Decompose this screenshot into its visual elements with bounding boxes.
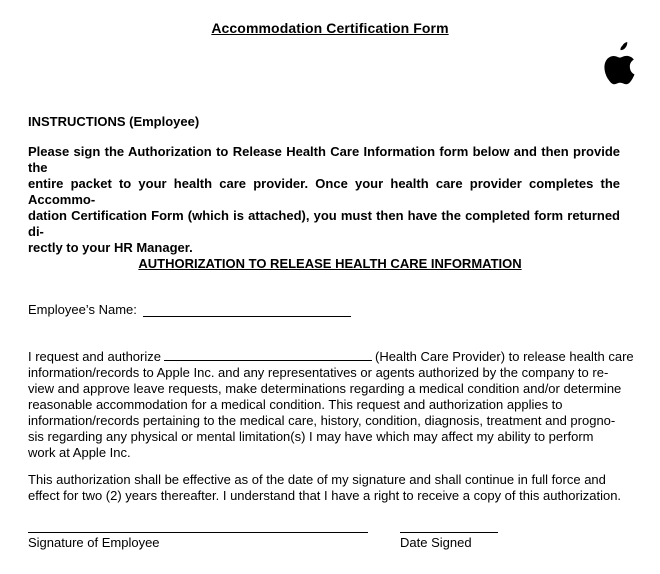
date-signed-field[interactable] — [400, 532, 498, 533]
instructions-line: dation Certification Form (which is attached), you must then have the completed form returned di- — [28, 208, 620, 239]
authorization-paragraph — [28, 348, 634, 461]
instructions-line: Please sign the Authorization to Release Health Care Information form below and then provide the — [28, 144, 620, 175]
signature-label: Signature of Employee — [28, 535, 160, 550]
page-title: Accommodation Certification Form — [211, 20, 449, 36]
instructions-line: rectly to your HR Manager. — [28, 240, 193, 255]
apple-logo-icon — [600, 42, 638, 88]
instructions-heading: INSTRUCTIONS (Employee) — [28, 114, 200, 129]
effective-paragraph — [28, 472, 632, 504]
employee-name-label: Employee’s Name: — [28, 302, 137, 317]
date-signed-label: Date Signed — [400, 535, 472, 550]
authorization-line: information/records pertaining to the medical care, history, condition, diagnosis, treatment and progno- — [28, 413, 616, 428]
employee-name-field[interactable] — [143, 304, 351, 317]
authorization-line1-before: I request and authorize — [28, 349, 161, 364]
authorization-line — [28, 348, 634, 365]
authorization-line: sis regarding any physical or mental limitation(s) I may have which may affect my ability to perform — [28, 429, 594, 444]
employee-name-row — [28, 302, 351, 317]
authorization-line: work at Apple Inc. — [28, 445, 131, 460]
authorization-heading: AUTHORIZATION TO RELEASE HEALTH CARE INFORMATION — [138, 256, 522, 271]
authorization-line: view and approve leave requests, make determinations regarding a medical condition and/or determine — [28, 381, 622, 396]
effective-line: effect for two (2) years thereafter. I understand that I have a right to receive a copy of this authorization. — [28, 488, 622, 503]
instructions-body — [28, 144, 620, 256]
effective-line: This authorization shall be effective as of the date of my signature and shall continue in full force and — [28, 472, 606, 487]
instructions-line: entire packet to your health care provider. Once your health care provider completes the Accommo- — [28, 176, 620, 207]
authorization-line1-after: (Health Care Provider) to release health care — [374, 349, 634, 364]
authorization-line: reasonable accommodation for a medical condition. This request and authorization applies to — [28, 397, 563, 412]
authorization-line: information/records to Apple Inc. and any representatives or agents authorized by the company to re- — [28, 365, 609, 380]
signature-field[interactable] — [28, 532, 368, 533]
health-care-provider-field[interactable] — [164, 348, 372, 361]
